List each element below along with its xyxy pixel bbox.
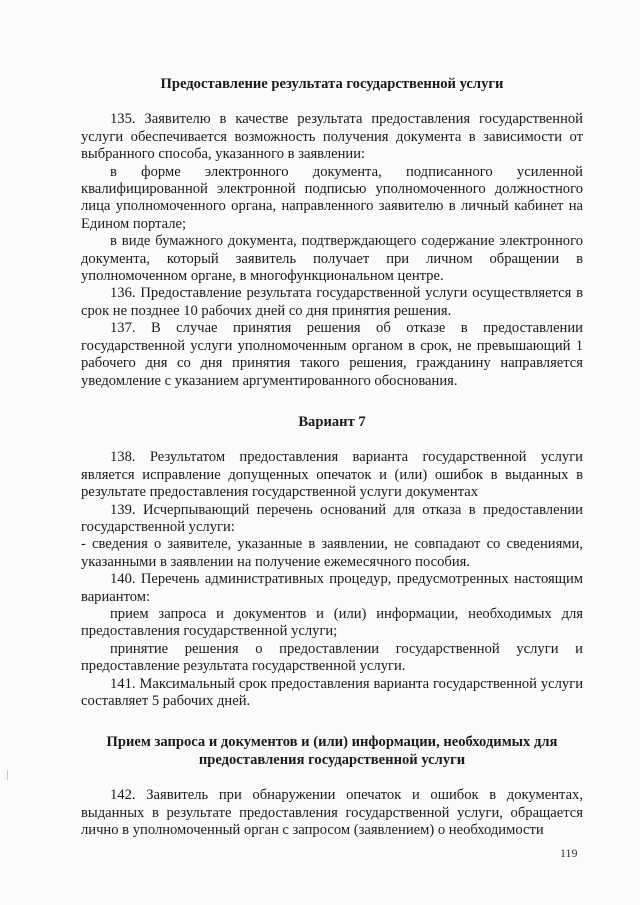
paragraph-procedure-intake: прием запроса и документов и (или) информации, необходимых для предоставления государственной услуги; xyxy=(81,605,583,640)
section-heading-intake-line1: Прием запроса и документов и (или) информации, необходимых для xyxy=(106,734,558,751)
section-heading-result: Предоставление результата государственной услуги xyxy=(160,76,504,92)
paragraph-138: 138. Результатом предоставления варианта государственной услуги является исправление допущенных опечаток и (или) ошибок в выданных в результате предоставления государственной услуги документах xyxy=(81,449,583,501)
paragraph-paper-form: в виде бумажного документа, подтверждающего содержание электронного документа, который заявитель получает при личном обращении в уполномоченном органе, в многофункциональном центре. xyxy=(81,233,583,285)
paragraph-140: 140. Перечень административных процедур, предусмотренных настоящим вариантом: xyxy=(81,571,583,605)
margin-scan-mark xyxy=(7,770,8,780)
paragraph-refusal-ground: - сведения о заявителе, указанные в заявлении, не совпадают со сведениями, указанными в заявлении на получение ежемесячного пособия. xyxy=(81,536,583,570)
section-heading-intake-line2: предоставления государственной услуги xyxy=(198,751,466,768)
paragraph-139: 139. Исчерпывающий перечень оснований для отказа в предоставлении государственной услуги: xyxy=(81,501,583,535)
page-content xyxy=(81,76,583,839)
paragraph-136: 136. Предоставление результата государственной услуги осуществляется в срок не позднее 10 рабочих дней со дня принятия решения. xyxy=(81,285,583,319)
paragraph-141: 141. Максимальный срок предоставления варианта государственной услуги составляет 5 рабочих дней. xyxy=(81,675,583,709)
paragraph-electronic-form: в форме электронного документа, подписанного усиленной квалифицированной электронной подписью уполномоченного должностного лица уполномоченного органа, направленного заявителю в личный кабинет на Едином портале; xyxy=(81,163,583,232)
paragraph-135: 135. Заявителю в качестве результата предоставления государственной услуги обеспечивается возможность получения документа в зависимости от выбранного способа, указанного в заявлении: xyxy=(81,111,583,163)
paragraph-procedure-decision: принятие решения о предоставлении государственной услуги и предоставление результата государственной услуги. xyxy=(81,640,583,675)
section-heading-intake xyxy=(81,734,583,769)
paragraph-137: 137. В случае принятия решения об отказе в предоставлении государственной услуги уполномоченным органом в срок, не превышающий 1 рабочего дня со дня принятия такого решения, гражданину направляется уведомление с указанием аргументированного обоснования. xyxy=(81,320,583,389)
paragraph-142: 142. Заявитель при обнаружении опечаток и ошибок в документах, выданных в результате предоставления государственной услуги, обращается лично в уполномоченный орган с запросом (заявлением) о необходимости xyxy=(81,787,583,839)
page-number: 119 xyxy=(560,846,578,860)
section-heading-variant-7: Вариант 7 xyxy=(298,413,366,430)
